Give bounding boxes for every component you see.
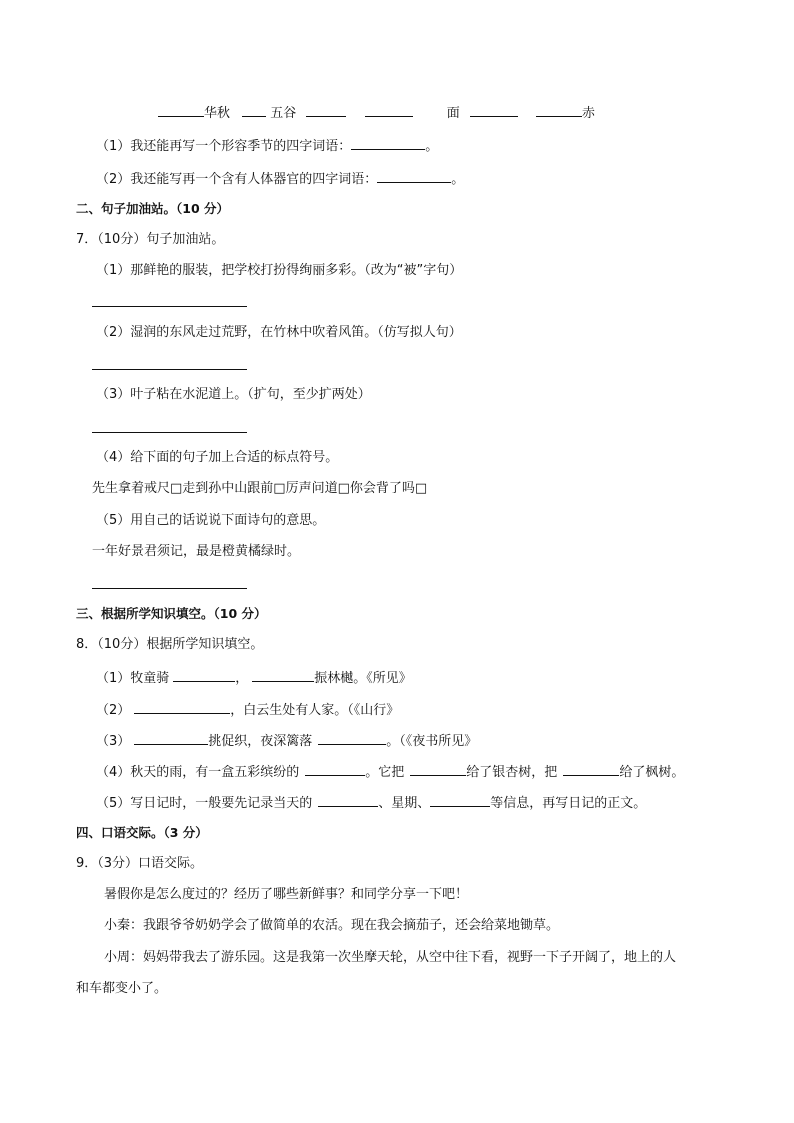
- section-title: 三、根据所学知识填空。（10 分）: [76, 606, 267, 621]
- q6-sub1: （1）我还能再写一个形容季节的四字词语： 。: [96, 139, 439, 154]
- q7-sub1: （1）那鲜艳的服装，把学校打扮得绚丽多彩。（改为“被”字句）: [96, 263, 463, 278]
- answer-blank[interactable]: [318, 794, 378, 807]
- answer-blank[interactable]: [134, 732, 208, 745]
- idiom-blank[interactable]: [306, 104, 346, 117]
- q7-sub5: （5）用自己的话说说下面诗句的意思。: [96, 513, 326, 528]
- question-header: 9．（3分）口语交际。: [76, 856, 204, 871]
- question-header: 8．（10分）根据所学知识填空。: [76, 637, 264, 652]
- q8-line5: （5）写日记时，一般要先记录当天的 、星期、 等信息，再写日记的正文。: [96, 796, 647, 811]
- answer-line[interactable]: [92, 369, 247, 370]
- q9-dialogue-zhou: 小周：妈妈带我去了游乐园。这是我第一次坐摩天轮，从空中往下看，视野一下子开阔了，地上的人: [104, 950, 677, 965]
- idiom-blank[interactable]: [365, 104, 413, 117]
- answer-blank[interactable]: [410, 763, 466, 776]
- idiom-blank[interactable]: [158, 104, 204, 117]
- q7-sub3: （3）叶子粘在水泥道上。（扩句，至少扩两处）: [96, 387, 371, 402]
- answer-blank[interactable]: [173, 669, 235, 682]
- answer-blank[interactable]: [563, 763, 619, 776]
- idiom-row: [158, 104, 595, 122]
- section-title: 二、句子加油站。（10 分）: [76, 201, 229, 216]
- q8-line2: （2） ，白云生处有人家。（《山行》: [96, 703, 400, 718]
- q6-sub2: （2）我还能写再一个含有人体器官的四字词语： 。: [96, 172, 465, 187]
- question-header: 7．（10分）句子加油站。: [76, 232, 225, 247]
- idiom-word: 华秋: [204, 106, 231, 121]
- q9-prompt: 暑假你是怎么度过的？经历了哪些新鲜事？和同学分享一下吧！: [104, 887, 469, 902]
- idiom-word: 面: [446, 106, 460, 121]
- answer-blank[interactable]: [252, 669, 314, 682]
- answer-blank[interactable]: [430, 794, 490, 807]
- q7-sub5-poem: 一年好景君须记，最是橙黄橘绿时。: [92, 544, 301, 559]
- q7-sub4-sentence: 先生拿着戒尺□走到孙中山跟前□厉声问道□你会背了吗□: [92, 481, 428, 496]
- q7-sub2: （2）湿润的东风走过荒野，在竹林中吹着风笛。（仿写拟人句）: [96, 325, 462, 340]
- q8-line4: （4）秋天的雨，有一盒五彩缤纷的 。它把 给了银杏树，把 给了枫树。: [96, 765, 685, 780]
- idiom-word: 五谷: [270, 106, 297, 121]
- idiom-blank[interactable]: [470, 104, 518, 117]
- answer-blank[interactable]: [318, 732, 386, 745]
- q7-sub4: （4）给下面的句子加上合适的标点符号。: [96, 450, 339, 465]
- answer-blank[interactable]: [305, 763, 365, 776]
- q9-dialogue-zhou-cont: 和车都变小了。: [76, 981, 168, 996]
- answer-line[interactable]: [92, 432, 247, 433]
- answer-blank[interactable]: [377, 170, 451, 183]
- answer-line[interactable]: [92, 588, 247, 589]
- idiom-blank[interactable]: [242, 104, 266, 117]
- answer-blank[interactable]: [134, 701, 230, 714]
- q8-line1: （1）牧童骑 ， 振林樾。《所见》: [96, 671, 412, 686]
- q8-line3: （3） 挑促织，夜深篱落 。（《夜书所见》: [96, 734, 478, 749]
- q9-dialogue-qin: 小秦：我跟爷爷奶奶学会了做简单的农活。现在我会摘茄子，还会给菜地锄草。: [104, 918, 560, 933]
- idiom-blank[interactable]: [536, 104, 582, 117]
- idiom-word: 赤: [582, 106, 596, 121]
- answer-blank[interactable]: [351, 137, 425, 150]
- answer-line[interactable]: [92, 306, 247, 307]
- section-title: 四、口语交际。（3 分）: [76, 825, 208, 840]
